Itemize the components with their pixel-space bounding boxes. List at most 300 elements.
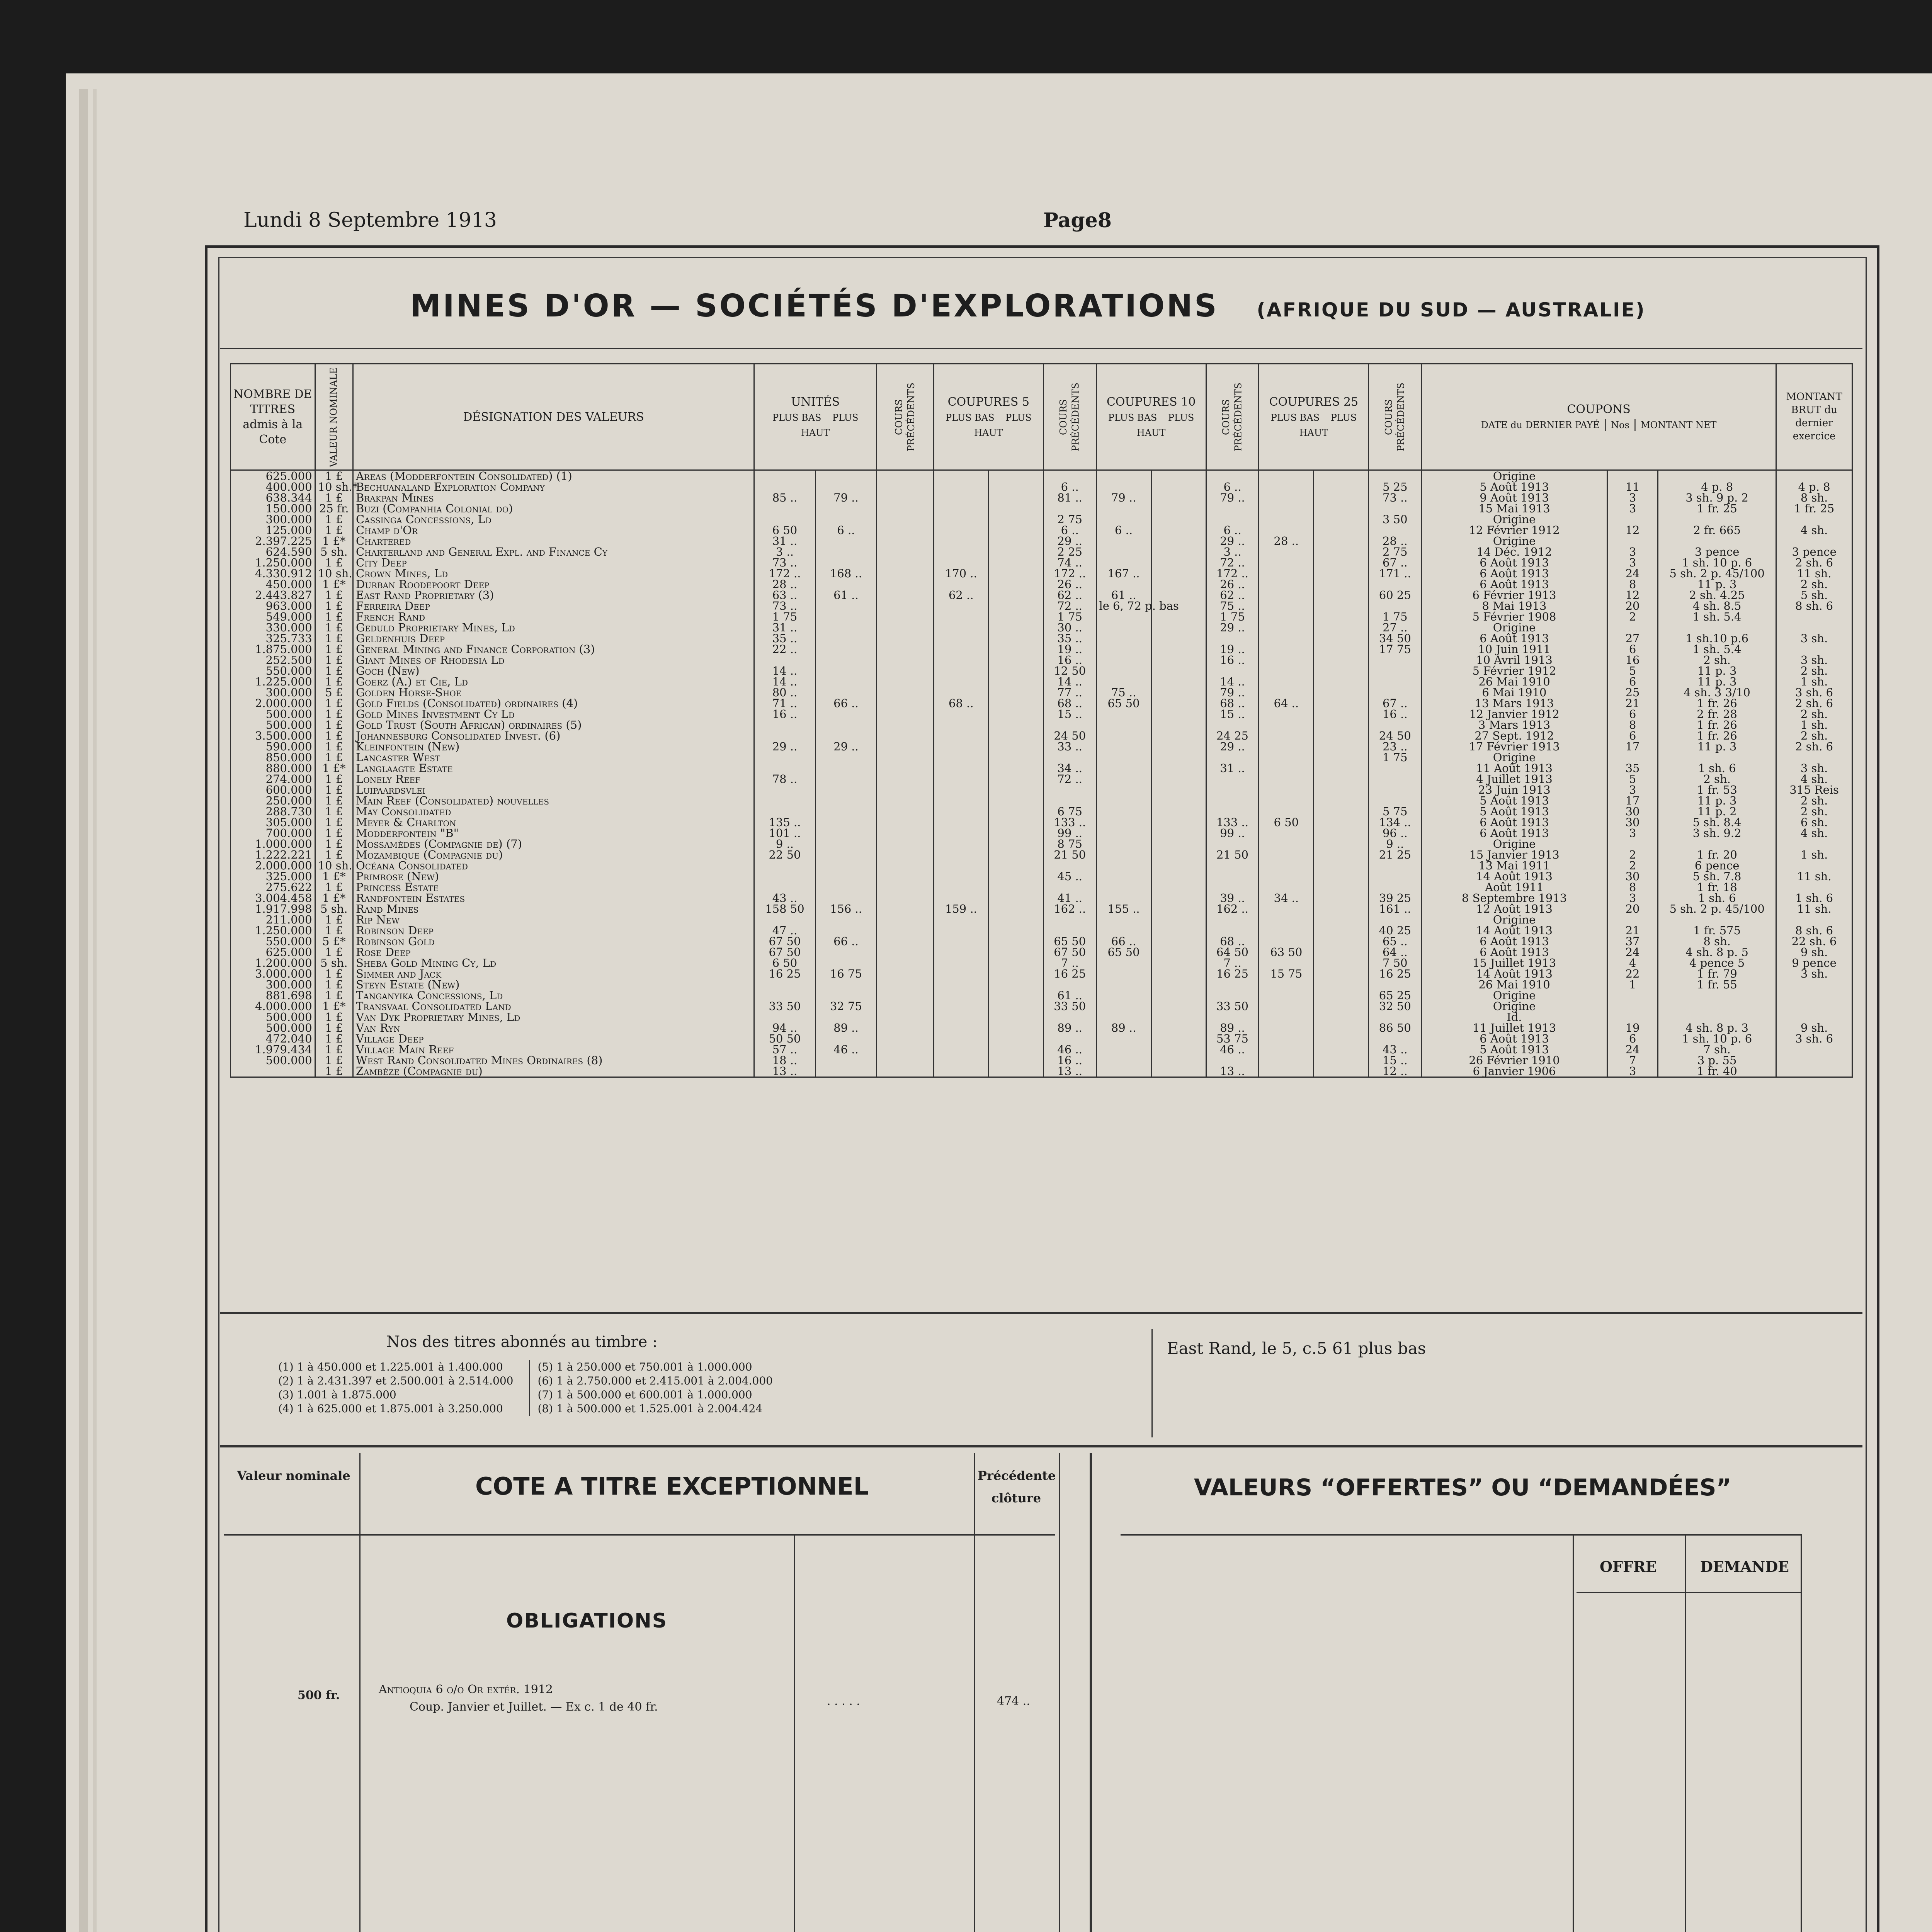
cell-c25x [1314,525,1369,536]
cell-d: Gold Fields (Consolidated) ordinaires (4) [353,698,754,709]
cell-n: 2.443.827 [231,590,315,600]
cell-c10p: 46 .. [1206,1044,1259,1055]
cell-u: 135 .. [754,817,815,828]
cell-u1: 79 .. [815,492,876,503]
cell-cp1 [877,568,934,579]
cell-c5x [988,481,1043,492]
cell-c10 [1096,655,1151,665]
cell-c25p [1369,871,1422,882]
cell-v: 1 £ [315,925,353,936]
cell-brut: 1 sh. 6 [1776,893,1852,903]
cell-cp1 [877,492,934,503]
cell-c25p: 134 .. [1369,817,1422,828]
cell-c25x [1314,687,1369,698]
cell-c5x [988,1012,1043,1022]
cell-cp1 [877,893,934,903]
cell-c5p: 45 .. [1043,871,1096,882]
cell-net: 2 fr. 28 [1658,709,1776,719]
cell-c10: 61 .. [1096,590,1151,600]
cell-cp1 [877,676,934,687]
cell-brut: 6 sh. [1776,817,1852,828]
cell-c10x [1151,979,1206,990]
cell-cp1 [877,828,934,838]
cell-c25x [1314,990,1369,1001]
cell-c10x [1151,871,1206,882]
cell-c10x [1151,947,1206,957]
cell-c10: 66 .. [1096,936,1151,947]
cell-c5x [988,828,1043,838]
cell-net: 11 p. 3 [1658,795,1776,806]
cell-n: 211.000 [231,914,315,925]
cell-net [1658,536,1776,546]
cell-cp1 [877,579,934,590]
table-row [231,557,1852,568]
cell-c25x [1314,676,1369,687]
cell-net: 1 sh. 10 p. 6 [1658,1033,1776,1044]
cell-c25p: 86 50 [1369,1022,1422,1033]
cell-net: 1 fr. 40 [1658,1066,1776,1077]
cell-c10 [1096,536,1151,546]
cell-c25p [1369,579,1422,590]
cell-u [754,752,815,763]
cell-c5: 68 .. [934,698,988,709]
cell-c25x [1314,947,1369,957]
cell-c25x [1314,644,1369,655]
cell-u1 [815,676,876,687]
cell-d: Zambèze (Compagnie du) [353,1066,754,1077]
cell-u [754,990,815,1001]
cell-cp1 [877,1055,934,1066]
cell-dt: 12 Août 1913 [1422,903,1607,914]
cell-v: 1 £ [315,741,353,752]
cell-c5 [934,676,988,687]
cell-c10 [1096,893,1151,903]
cell-cp1 [877,752,934,763]
cell-net: 11 p. 3 [1658,579,1776,590]
cell-brut: 2 sh. [1776,665,1852,676]
cell-no: 3 [1607,492,1658,503]
cell-net: 11 p. 3 [1658,676,1776,687]
cell-dt: 12 Février 1912 [1422,525,1607,536]
cell-cp1 [877,774,934,784]
cell-c10p [1206,925,1259,936]
cell-c25 [1259,719,1314,730]
title-main: MINES D'OR — SOCIÉTÉS D'EXPLORATIONS [410,288,1219,324]
cell-d: Princess Estate [353,882,754,893]
cell-c25p: 96 .. [1369,828,1422,838]
col-coupures5 [934,364,1043,470]
cell-u1 [815,957,876,968]
cell-c10: 75 .. [1096,687,1151,698]
cell-c5 [934,655,988,665]
cell-cp1 [877,709,934,719]
cell-c5p: 12 50 [1043,665,1096,676]
cell-c10 [1096,957,1151,968]
cell-c5p: 172 .. [1043,568,1096,579]
cell-c25 [1259,1055,1314,1066]
cell-n: 250.000 [231,795,315,806]
cell-no: 22 [1607,968,1658,979]
cell-c5p: 133 .. [1043,817,1096,828]
table-row [231,871,1852,882]
cell-c5p: 1 75 [1043,611,1096,622]
cell-c10p: 68 .. [1206,936,1259,947]
cell-u1: 168 .. [815,568,876,579]
cell-c5x [988,817,1043,828]
cell-c5 [934,579,988,590]
col-valeur: VALEUR NOMINALE [315,364,353,470]
cx-v1 [359,1453,361,1932]
cell-c10p [1206,1055,1259,1066]
cell-c5x [988,503,1043,514]
cell-c25p: 67 .. [1369,557,1422,568]
cell-c10x [1151,687,1206,698]
cell-brut [1776,752,1852,763]
cell-c5x [988,784,1043,795]
cell-d: Randfontein Estates [353,893,754,903]
cell-dt: 8 Mai 1913 [1422,600,1607,611]
cell-brut [1776,644,1852,655]
cell-c5x [988,925,1043,936]
cell-c10: 65 50 [1096,698,1151,709]
cell-c25p [1369,525,1422,536]
cell-c5p: 41 .. [1043,893,1096,903]
cell-brut: 9 sh. [1776,947,1852,957]
cell-u1 [815,795,876,806]
table-row [231,481,1852,492]
cell-v: 1 £ [315,644,353,655]
cell-d: Robinson Gold [353,936,754,947]
cell-n: 850.000 [231,752,315,763]
col-coupures5-label: COUPURES 5 [947,395,1030,409]
cell-net [1658,1001,1776,1012]
cell-v: 1 £ [315,676,353,687]
cell-c5p: 67 50 [1043,947,1096,957]
cell-no: 27 [1607,633,1658,644]
cell-c25x [1314,752,1369,763]
cell-d: Chartered [353,536,754,546]
cell-c10 [1096,979,1151,990]
cell-net: 11 p. 3 [1658,741,1776,752]
cell-dt: 5 Août 1913 [1422,806,1607,817]
cell-c5p: 29 .. [1043,536,1096,546]
cell-c25p [1369,1033,1422,1044]
note-line: (6) 1 à 2.750.000 et 2.415.001 à 2.004.000 [537,1374,773,1387]
cell-c25 [1259,590,1314,600]
cell-u1 [815,557,876,568]
cell-brut: 1 sh. [1776,719,1852,730]
notes-left [278,1360,514,1416]
cell-c10 [1096,774,1151,784]
cell-dt: 5 Février 1908 [1422,611,1607,622]
cell-c25x [1314,957,1369,968]
cell-cp1 [877,470,934,482]
cell-c25 [1259,990,1314,1001]
cell-u [754,871,815,882]
cell-c25p: 27 .. [1369,622,1422,633]
cell-brut: 2 sh. [1776,806,1852,817]
cell-net: 3 p. 55 [1658,1055,1776,1066]
col-montant-net: MONTANT NET [1640,420,1717,430]
cell-c10 [1096,503,1151,514]
cell-c10 [1096,860,1151,871]
cell-u1 [815,838,876,849]
cell-u: 158 50 [754,903,815,914]
cell-brut: 4 sh. [1776,774,1852,784]
cell-no: 20 [1607,600,1658,611]
table-row [231,514,1852,525]
cell-c25p [1369,979,1422,990]
cell-c5x [988,838,1043,849]
cell-n: 624.590 [231,546,315,557]
cell-c5p: 81 .. [1043,492,1096,503]
cell-n: 700.000 [231,828,315,838]
cell-no: 2 [1607,860,1658,871]
cell-c10p: 15 .. [1206,709,1259,719]
cx-header-rule [224,1534,1055,1536]
cell-brut: 1 sh. [1776,676,1852,687]
cell-v: 1 £ [315,947,353,957]
cell-v: 5 sh. [315,957,353,968]
table-row [231,1044,1852,1055]
cell-n: 500.000 [231,1055,315,1066]
cell-c5p [1043,925,1096,936]
cell-c25 [1259,882,1314,893]
mines-table [230,363,1853,1078]
cell-c25 [1259,611,1314,622]
cell-d: Goch (New) [353,665,754,676]
cell-dt: 15 Janvier 1913 [1422,849,1607,860]
table-row [231,979,1852,990]
cell-c25 [1259,503,1314,514]
cell-brut [1776,860,1852,871]
cell-c25x [1314,871,1369,882]
cell-c25 [1259,1012,1314,1022]
cell-no: 37 [1607,936,1658,947]
cell-c10 [1096,968,1151,979]
cell-c10 [1096,1055,1151,1066]
cell-c10p: 53 75 [1206,1033,1259,1044]
cell-c10: 155 .. [1096,903,1151,914]
cell-n: 1.000.000 [231,838,315,849]
cell-net [1658,514,1776,525]
cell-c10p [1206,795,1259,806]
cell-u: 33 50 [754,1001,815,1012]
cell-d: Ferreira Deep [353,600,754,611]
cell-v: 1 £ [315,849,353,860]
cell-c25x [1314,514,1369,525]
cell-c5p: 24 50 [1043,730,1096,741]
cell-c5p: 26 .. [1043,579,1096,590]
cell-d: Areas (Modderfontein Consolidated) (1) [353,470,754,482]
cell-c10p [1206,633,1259,644]
cell-v: 1 £ [315,600,353,611]
col-c25-bas: PLUS BAS [1270,412,1320,423]
cell-no: 6 [1607,644,1658,655]
cell-c10 [1096,1066,1151,1077]
cell-c5x [988,893,1043,903]
cell-c5p: 34 .. [1043,763,1096,774]
cell-net: 1 fr. 26 [1658,698,1776,709]
cell-u: 85 .. [754,492,815,503]
cell-cp1 [877,481,934,492]
cell-c10 [1096,1012,1151,1022]
cell-c25x [1314,546,1369,557]
cell-u: 22 50 [754,849,815,860]
cell-dt: 26 Mai 1910 [1422,979,1607,990]
cell-dt: 6 Août 1913 [1422,633,1607,644]
table-row [231,947,1852,957]
cell-c5 [934,536,988,546]
cell-net: 1 fr. 79 [1658,968,1776,979]
cell-c10p: 64 50 [1206,947,1259,957]
cell-no: 3 [1607,1066,1658,1077]
cell-u1 [815,817,876,828]
cell-c10p [1206,914,1259,925]
cell-c25 [1259,806,1314,817]
cell-dt: 17 Février 1913 [1422,741,1607,752]
cell-brut: 3 sh. [1776,655,1852,665]
cell-u: 94 .. [754,1022,815,1033]
cell-cp1 [877,968,934,979]
cell-c25x [1314,817,1369,828]
cell-c5x [988,698,1043,709]
cell-c10 [1096,882,1151,893]
cell-u1 [815,644,876,655]
cell-brut: 2 sh. 6 [1776,557,1852,568]
cell-no: 11 [1607,481,1658,492]
table-row [231,860,1852,871]
cell-c10x [1151,470,1206,482]
cell-d: Langlaagte Estate [353,763,754,774]
cell-c5 [934,1033,988,1044]
cell-c5p [1043,784,1096,795]
cell-n: 1.979.434 [231,1044,315,1055]
cell-c5 [934,525,988,536]
cell-c5x [988,1044,1043,1055]
cell-n [231,1066,315,1077]
cell-no: 16 [1607,655,1658,665]
cell-c25x [1314,665,1369,676]
cell-brut: 3 sh. [1776,968,1852,979]
demande-heading: DEMANDE [1700,1558,1789,1575]
cell-c25 [1259,1066,1314,1077]
cell-u: 9 .. [754,838,815,849]
vo-v2 [1685,1534,1686,1932]
cell-brut: 1 sh. [1776,849,1852,860]
cell-n: 590.000 [231,741,315,752]
cell-u: 35 .. [754,633,815,644]
cell-c10x [1151,1012,1206,1022]
cell-c5x [988,936,1043,947]
cell-net: 3 pence [1658,546,1776,557]
cell-c10p: 6 .. [1206,481,1259,492]
cell-brut [1776,1055,1852,1066]
cell-u: 63 .. [754,590,815,600]
cell-c5 [934,849,988,860]
cell-u: 3 .. [754,546,815,557]
cell-c5x [988,871,1043,882]
cell-brut [1776,622,1852,633]
cell-c10x [1151,719,1206,730]
col-coupures10-label: COUPURES 10 [1106,395,1196,409]
cell-cp1 [877,644,934,655]
table-row [231,470,1852,482]
cell-n: 500.000 [231,1022,315,1033]
cell-v: 5 £ [315,687,353,698]
cell-u: 43 .. [754,893,815,903]
table-row [231,1001,1852,1012]
cell-c5x [988,709,1043,719]
cell-c10: 79 .. [1096,492,1151,503]
cell-no: 30 [1607,871,1658,882]
table-row [231,925,1852,936]
cell-u1 [815,871,876,882]
cell-c25p: 2 75 [1369,546,1422,557]
cell-c25 [1259,470,1314,482]
cell-c25p: 17 75 [1369,644,1422,655]
cell-c10p [1206,719,1259,730]
note-line: (8) 1 à 500.000 et 1.525.001 à 2.004.424 [537,1402,763,1415]
cell-c10x [1151,633,1206,644]
cell-net: 1 fr. 575 [1658,925,1776,936]
cell-brut: 3 sh. [1776,633,1852,644]
cell-c25p: 65 .. [1369,936,1422,947]
cell-d: Luipaardsvlei [353,784,754,795]
cell-c10p [1206,979,1259,990]
cell-u1 [815,914,876,925]
page-edge [79,89,88,1932]
cell-c5x [988,492,1043,503]
cell-c5 [934,1044,988,1055]
cell-dt: Origine [1422,838,1607,849]
cell-net: 2 sh. [1658,655,1776,665]
cell-c10p [1206,514,1259,525]
cell-c5 [934,828,988,838]
cell-c5 [934,687,988,698]
cell-c5x [988,763,1043,774]
cell-c10 [1096,611,1151,622]
cell-n: 300.000 [231,979,315,990]
cell-u: 22 .. [754,644,815,655]
offre-heading: OFFRE [1600,1558,1657,1575]
cell-c25 [1259,925,1314,936]
cell-n: 1.222.221 [231,849,315,860]
cell-c25 [1259,676,1314,687]
col-c10-haut: PLUS HAUT [1136,412,1194,438]
cell-c25x [1314,893,1369,903]
cell-brut: 22 sh. 6 [1776,936,1852,947]
cell-dt: 6 Août 1913 [1422,568,1607,579]
cell-brut: 8 sh. 6 [1776,600,1852,611]
cell-no: 12 [1607,525,1658,536]
cell-dt: 10 Avril 1913 [1422,655,1607,665]
cell-c10x [1151,503,1206,514]
cell-v: 1 £ [315,709,353,719]
cell-v: 1 £ [315,1066,353,1077]
cell-d: Lancaster West [353,752,754,763]
cell-brut: 2 sh. [1776,730,1852,741]
cell-c10p [1206,1012,1259,1022]
cell-dt: 26 Février 1910 [1422,1055,1607,1066]
cell-v: 1 £* [315,1001,353,1012]
cell-no [1607,622,1658,633]
cell-cp1 [877,849,934,860]
table-row [231,590,1852,600]
cell-c5 [934,925,988,936]
cell-c25p: 40 25 [1369,925,1422,936]
cell-c10 [1096,1001,1151,1012]
